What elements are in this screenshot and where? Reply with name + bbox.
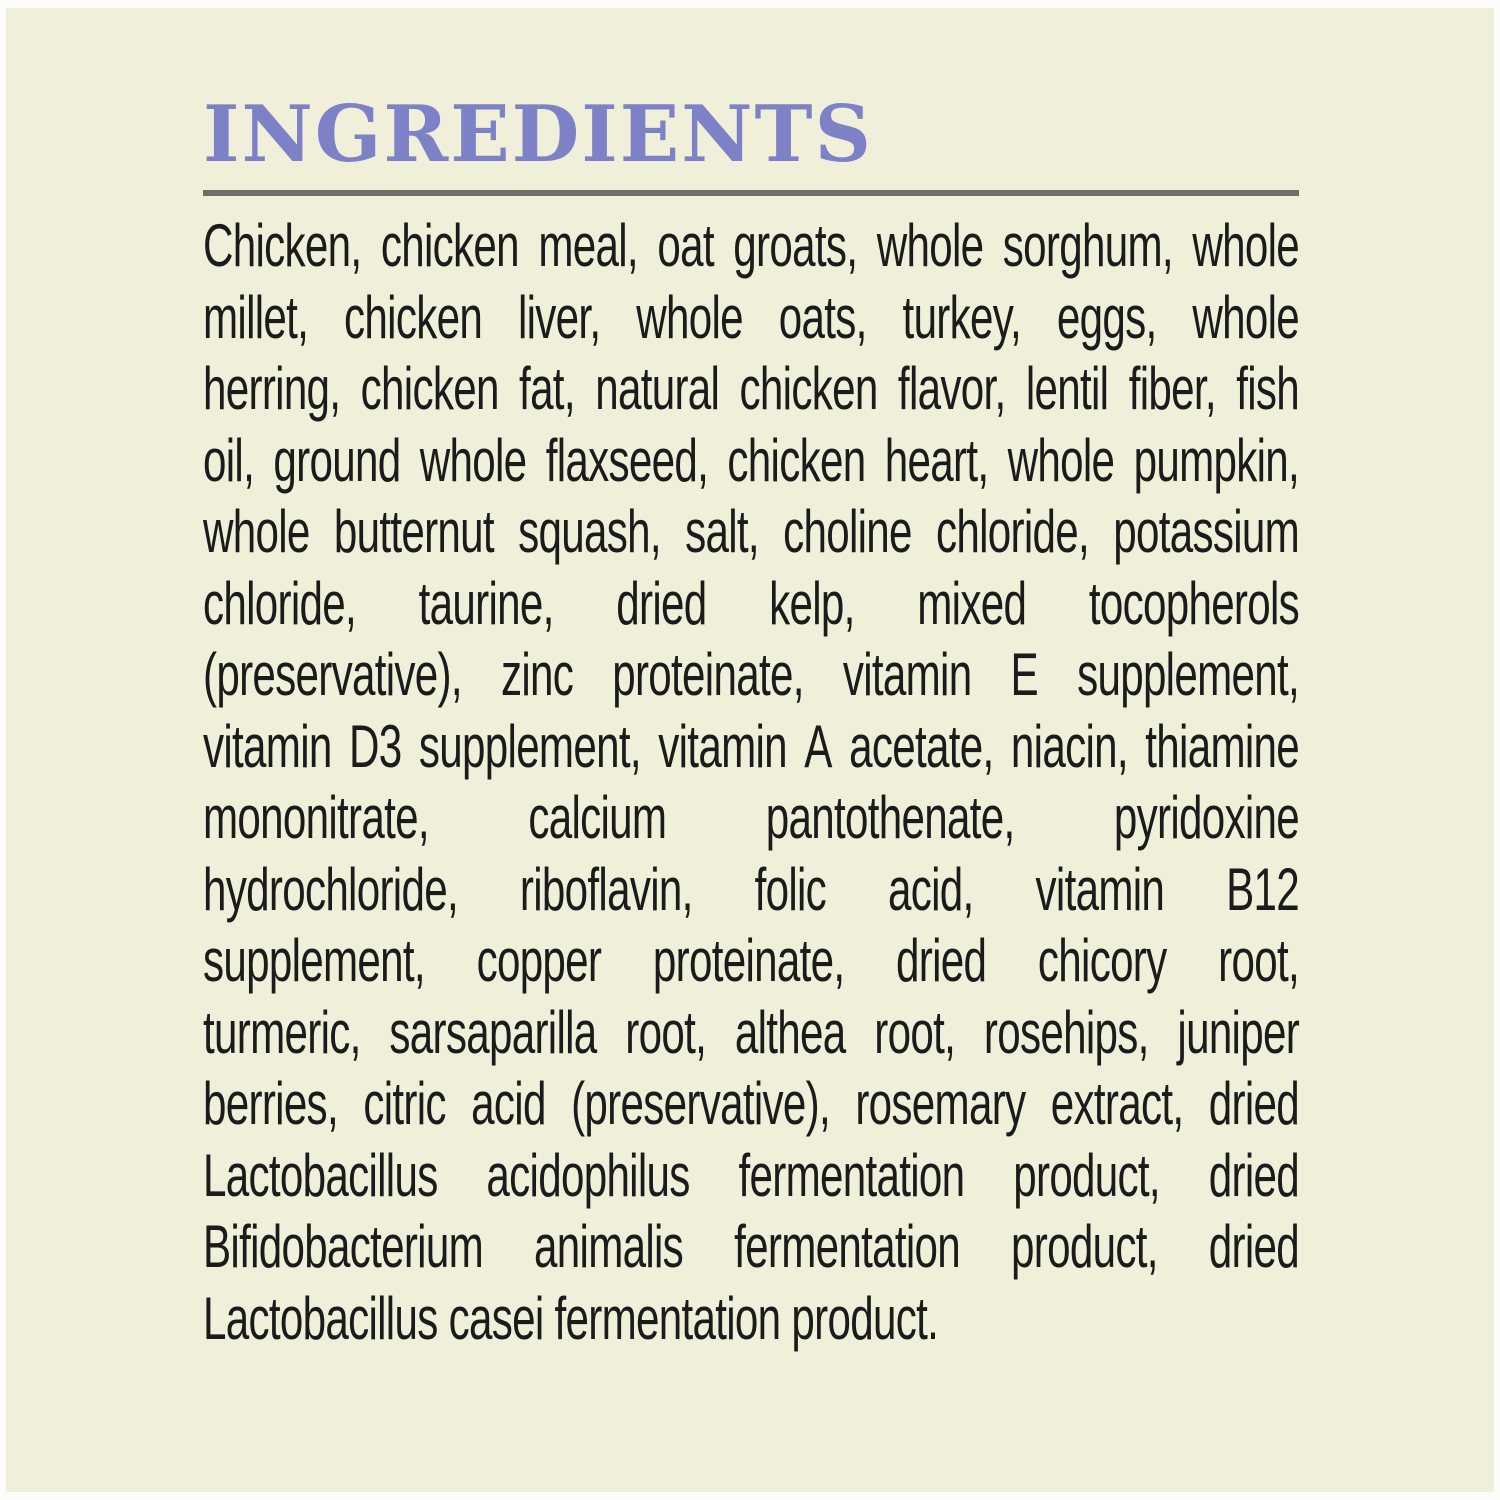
- ingredient-word: riboflavin,: [519, 855, 693, 923]
- ingredient-word: E: [1010, 641, 1038, 708]
- ingredients-line: [203, 639, 1299, 711]
- page-title: INGREDIENTS: [203, 89, 873, 180]
- ingredient-word: salt,: [685, 498, 759, 565]
- ingredients-line: [203, 282, 1299, 354]
- ingredient-word: fiber,: [1128, 355, 1216, 422]
- ingredient-word: chloride,: [935, 498, 1090, 565]
- ingredient-word: dried: [1208, 1070, 1300, 1137]
- ingredient-word: vitamin: [203, 712, 332, 780]
- ingredient-word: liver,: [517, 283, 601, 351]
- ingredient-word: fish: [1236, 355, 1300, 422]
- ingredient-word: Chicken,: [203, 212, 362, 279]
- ingredient-word: natural: [595, 355, 720, 422]
- ingredient-word: dried: [1208, 1213, 1300, 1280]
- title-rule: [203, 190, 1299, 196]
- ingredient-word: supplement,: [203, 927, 425, 994]
- ingredient-word: D3: [349, 712, 402, 780]
- ingredient-word: supplement,: [1077, 641, 1300, 708]
- ingredient-word: whole: [1192, 212, 1300, 279]
- ingredient-word: Lactobacillus: [203, 1141, 438, 1209]
- ingredient-word: flaxseed,: [545, 426, 709, 494]
- ingredients-line: [203, 210, 1299, 282]
- ingredient-word: chloride,: [203, 569, 357, 637]
- ingredient-word: rosehips,: [983, 998, 1149, 1066]
- ingredients-line: [203, 711, 1299, 783]
- ingredient-word: B12: [1226, 855, 1300, 923]
- ingredients-line: [203, 782, 1299, 854]
- ingredient-word: calcium: [528, 784, 667, 851]
- ingredient-word: chicken: [344, 283, 483, 351]
- ingredient-word: A: [804, 712, 832, 780]
- ingredient-word: turmeric,: [203, 998, 361, 1066]
- ingredient-word: eggs,: [1056, 283, 1157, 351]
- ingredient-word: acidophilus: [486, 1141, 690, 1209]
- ingredient-word: animalis: [534, 1213, 684, 1280]
- ingredient-word: turkey,: [902, 283, 1022, 351]
- ingredient-word: taurine,: [418, 569, 554, 637]
- ingredient-word: acid,: [888, 855, 974, 923]
- ingredient-word: kelp,: [769, 569, 855, 637]
- ingredient-word: mixed: [917, 569, 1027, 637]
- ingredient-word: vitamin: [658, 712, 787, 780]
- ingredients-line: [203, 496, 1299, 568]
- ingredient-word: squash,: [518, 498, 661, 565]
- ingredients-line: Lactobacillus casei fermentation product.: [203, 1284, 939, 1352]
- ingredient-word: proteinate,: [612, 641, 804, 708]
- ingredients-line: [203, 1211, 1299, 1283]
- label-card: [6, 8, 1494, 1492]
- ingredient-word: dried: [616, 569, 707, 637]
- ingredient-word: oil,: [203, 426, 255, 494]
- ingredient-word: root,: [625, 998, 707, 1066]
- ingredient-word: sarsaparilla: [389, 998, 597, 1066]
- ingredient-word: rosemary: [855, 1070, 1026, 1137]
- ingredient-word: pyridoxine: [1113, 784, 1300, 851]
- ingredient-word: root,: [874, 998, 956, 1066]
- ingredient-word: pantothenate,: [765, 784, 1015, 851]
- ingredient-word: juniper: [1177, 998, 1300, 1066]
- ingredient-word: berries,: [203, 1070, 338, 1137]
- ingredient-word: chicken: [739, 355, 878, 422]
- ingredient-word: fat,: [519, 355, 575, 422]
- ingredient-word: (preservative),: [203, 641, 462, 708]
- ingredient-word: althea: [734, 998, 846, 1066]
- ingredient-word: tocopherols: [1088, 569, 1300, 637]
- ingredient-word: sorghum,: [1002, 212, 1173, 279]
- ingredient-word: vitamin: [842, 641, 972, 708]
- ingredient-word: whole: [636, 283, 743, 351]
- ingredient-word: dried: [896, 927, 987, 994]
- ingredient-word: citric: [363, 1070, 446, 1137]
- ingredient-word: whole: [876, 212, 984, 279]
- ingredient-word: oat: [657, 212, 714, 279]
- ingredients-line: [203, 854, 1299, 926]
- ingredient-word: groats,: [733, 212, 858, 279]
- ingredient-word: millet,: [203, 283, 309, 351]
- ingredient-word: whole: [419, 426, 527, 494]
- ingredients-line: [203, 1140, 1299, 1212]
- ingredient-word: lentil: [1025, 355, 1109, 422]
- ingredient-word: whole: [1007, 426, 1115, 494]
- ingredient-word: niacin,: [1010, 712, 1128, 780]
- ingredient-word: potassium: [1113, 498, 1300, 565]
- ingredient-word: fermentation: [734, 1213, 961, 1280]
- ingredient-word: acetate,: [849, 712, 994, 780]
- ingredient-word: heart,: [884, 426, 989, 494]
- ingredient-word: herring,: [203, 355, 341, 422]
- ingredients-line: [203, 1068, 1299, 1140]
- ingredients-line: [203, 925, 1299, 997]
- ingredient-word: root,: [1218, 927, 1300, 994]
- ingredient-word: zinc: [500, 641, 574, 708]
- ingredient-word: fermentation: [738, 1141, 965, 1209]
- ingredient-word: pumpkin,: [1133, 426, 1300, 494]
- ingredient-word: product,: [1011, 1213, 1158, 1280]
- ingredients-line: [203, 353, 1299, 425]
- ingredient-word: choline: [783, 498, 912, 565]
- ingredient-word: butternut: [333, 498, 494, 565]
- ingredients-paragraph: [203, 210, 1300, 1354]
- ingredient-word: oats,: [778, 283, 867, 351]
- ingredient-word: chicory: [1037, 927, 1167, 994]
- ingredient-word: (preservative),: [571, 1070, 830, 1137]
- ingredient-word: flavor,: [897, 355, 1006, 422]
- ingredient-word: proteinate,: [652, 927, 845, 994]
- ingredient-word: hydrochloride,: [203, 855, 458, 923]
- ingredient-word: acid: [471, 1070, 546, 1137]
- ingredient-word: meal,: [538, 212, 638, 279]
- ingredient-word: chicken: [380, 212, 519, 279]
- ingredient-word: vitamin: [1035, 855, 1165, 923]
- ingredient-word: extract,: [1050, 1070, 1184, 1137]
- ingredient-word: mononitrate,: [203, 784, 429, 851]
- ingredient-word: chicken: [360, 355, 499, 422]
- ingredient-word: copper: [476, 927, 602, 994]
- ingredients-line: [203, 997, 1299, 1069]
- ingredients-line: [203, 425, 1299, 497]
- ingredient-word: Bifidobacterium: [203, 1213, 484, 1280]
- ingredient-word: ground: [273, 426, 401, 494]
- ingredient-word: whole: [203, 498, 310, 565]
- ingredient-word: thiamine: [1145, 712, 1300, 780]
- ingredient-word: dried: [1208, 1141, 1300, 1209]
- ingredient-word: chicken: [727, 426, 866, 494]
- ingredient-word: supplement,: [418, 712, 641, 780]
- ingredient-word: folic: [754, 855, 827, 923]
- ingredient-word: product,: [1013, 1141, 1160, 1209]
- ingredient-word: whole: [1192, 283, 1300, 351]
- ingredients-line: [203, 568, 1299, 640]
